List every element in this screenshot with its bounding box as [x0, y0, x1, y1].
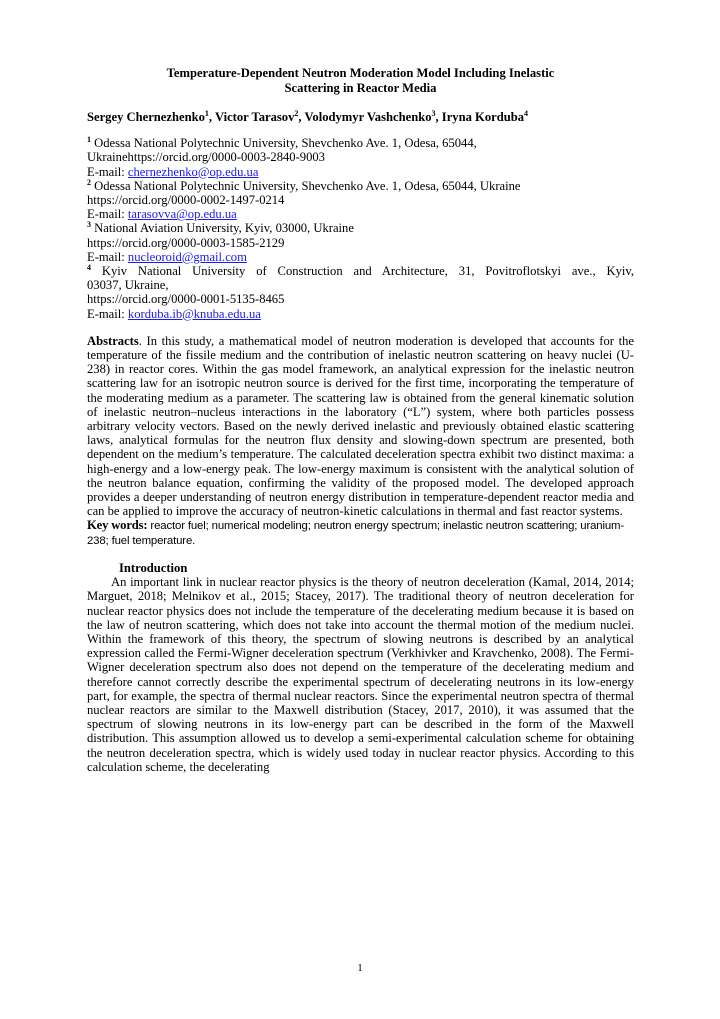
affiliation-sup: 2: [87, 177, 91, 187]
keywords: [87, 518, 634, 547]
affiliation-email-line: [87, 250, 634, 264]
affiliation-orcid: Ukrainehttps://orcid.org/0000-0003-2840-9003: [87, 150, 325, 165]
affiliation-email-line: [87, 165, 634, 179]
email-label: E-mail:: [87, 249, 128, 264]
author-name: Iryna Korduba: [441, 110, 525, 124]
author-name: Volodymyr Vashchenko: [304, 110, 432, 124]
affiliation-text: National Aviation University, Kyiv, 03000, Ukraine: [94, 221, 354, 236]
email-label: E-mail:: [87, 164, 128, 179]
affiliation-address: [87, 179, 634, 193]
author-separator: ,: [298, 110, 305, 124]
affiliation-email-line: [87, 207, 634, 221]
affiliation-orcid: https://orcid.org/0000-0001-5135-8465: [87, 292, 285, 307]
affiliations: [87, 136, 634, 321]
section-heading-introduction: Introduction: [119, 560, 188, 575]
affiliation-text: Odessa National Polytechnic University, Shevchenko Ave. 1, Odesa, 65044, Ukraine: [94, 178, 521, 193]
affiliation-orcid: https://orcid.org/0000-0003-1585-2129: [87, 235, 285, 250]
affiliation-address: [87, 264, 634, 278]
email-link[interactable]: chernezhenko@op.edu.ua: [127, 164, 259, 179]
paper-title: [87, 66, 634, 96]
abstract-label: Abstracts: [87, 333, 139, 348]
title-line-2: Scattering in Reactor Media: [284, 81, 437, 95]
email-link[interactable]: korduba.ib@knuba.edu.ua: [127, 306, 261, 321]
affiliation-sup: 1: [87, 135, 91, 145]
affiliation-orcid: https://orcid.org/0000-0002-1497-0214: [87, 193, 285, 208]
paper-page: [87, 66, 634, 774]
affiliation-email-line: [87, 307, 634, 321]
author-sup: 3: [431, 108, 436, 118]
page-number: 1: [357, 962, 363, 974]
author-separator: ,: [208, 110, 215, 124]
keywords-label: Key words:: [87, 518, 148, 533]
email-label: E-mail:: [87, 306, 128, 321]
email-link[interactable]: tarasovva@op.edu.ua: [127, 207, 237, 222]
abstract-text: . In this study, a mathematical model of neutron moderation is developed that accounts for the temperature of the fissile medium and the contribution of inelastic neutron scattering on heavy nuclei (U-238) in reactor cores. Within the gas model framework, an analytical expression for the inelastic neutron scattering law for an isotropic neutron source is derived for the first time, incorporating the temperature of the moderating medium as a parameter. The scattering law is obtained from the general kinematic solution of inelastic neutron–nucleus interactions in the laboratory (“L”) system, where both particles possess arbitrary velocity vectors. Based on the newly derived inelastic and previously obtained elastic scattering laws, analytical formulas for the neutron flux density and slowing-down spectrum are presented, both dependent on the medium’s temperature. The calculated deceleration spectra exhibit two distinct maxima: a high-energy and a low-energy peak. The low-energy maximum is consistent with the analytical solution of the neutron balance equation, confirming the validity of the proposed model. The developed approach provides a deeper understanding of neutron energy distribution in temperature-dependent reactor media and can be applied to improve the accuracy of neutron-kinetic calculations in thermal and fast reactor systems.: [87, 333, 634, 519]
affiliation-text: Odessa National Polytechnic University, Shevchenko Ave. 1, Odesa, 65044,: [94, 136, 477, 151]
author-name: Victor Tarasov: [214, 110, 295, 124]
introduction-paragraph: An important link in nuclear reactor physics is the theory of neutron deceleration (Kamal, 2014, 2014; Marguet, 2018; Melnikov et al., 2015; Stacey, 2017). The traditional theory of neutron deceleration for nuclear reactor physics does not include the temperature of the decelerating medium because it is based on the law of neutron scattering, which does not take into account the thermal motion of the medium nuclei. Within the framework of this theory, the spectrum of slowing neutrons is described by an analytical expression called the Fermi-Wigner deceleration spectrum (Verkhivker and Kravchenko, 2008). The Fermi-Wigner deceleration spectrum also does not depend on the temperature of the decelerating medium and therefore cannot correctly describe the experimental spectrum of decelerating neutrons in its low-energy part, for example, the spectra of thermal nuclear reactors. Since the experimental neutron spectra of thermal nuclear reactors are similar to the Maxwell distribution (Stacey, 2017, 2010), it was assumed that the spectrum of slowing neutrons in its low-energy part can be described in the form of the Maxwell distribution. This assumption allowed us to develop a semi-experimental calculation scheme for obtaining the neutron deceleration spectra, which is widely used today in nuclear reactor physics. According to this calculation scheme, the decelerating: [87, 575, 634, 774]
affiliation-address-continued: 03037, Ukraine,: [87, 278, 169, 293]
affiliation-address: [87, 136, 634, 150]
author-sup: 4: [524, 108, 529, 118]
author-sup: 2: [294, 108, 299, 118]
author-name: Sergey Chernezhenko: [87, 110, 205, 124]
affiliation-sup: 4: [87, 262, 91, 272]
author-list: [87, 110, 634, 124]
author-sup: 1: [204, 108, 209, 118]
title-line-1: Temperature-Dependent Neutron Moderation Model Including Inelastic: [166, 66, 555, 80]
affiliation-text: Kyiv National University of Construction and Architecture, 31, Povitroflotskyi ave., Kyiv,: [101, 264, 634, 279]
affiliation-sup: 3: [87, 220, 91, 230]
author-separator: ,: [435, 110, 442, 124]
affiliation-address: [87, 221, 634, 235]
email-label: E-mail:: [87, 207, 128, 222]
abstract: [87, 334, 634, 519]
email-link[interactable]: nucleoroid@gmail.com: [127, 249, 247, 264]
keywords-text: reactor fuel; numerical modeling; neutron energy spectrum; inelastic neutron scattering; uranium-238; fuel temperature.: [87, 520, 625, 547]
